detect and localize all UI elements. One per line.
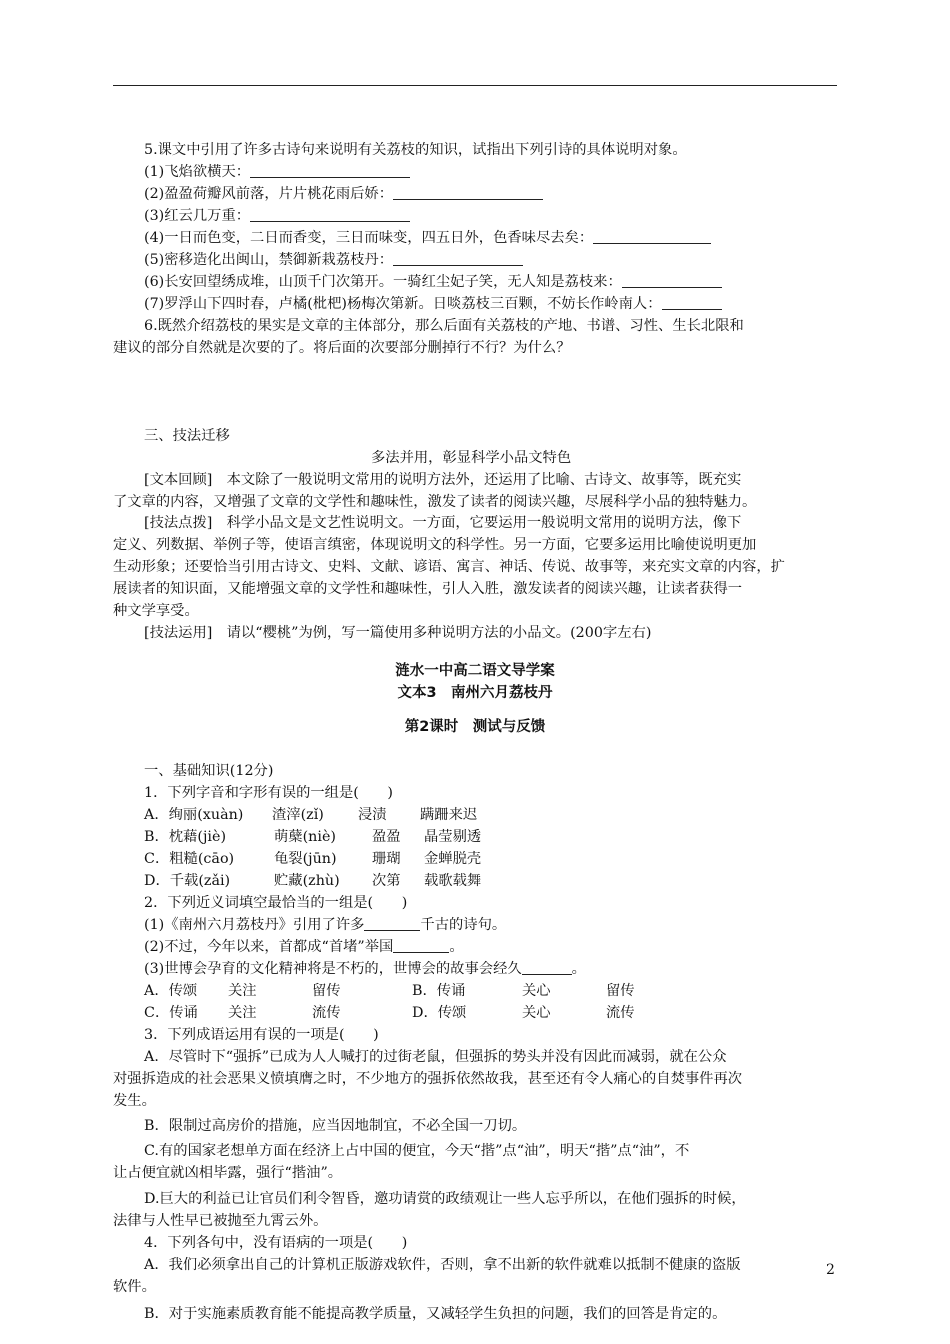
section-technique (113, 425, 837, 513)
option-word: D．千载(zǎi) (144, 873, 231, 889)
answer-blank[interactable] (250, 207, 410, 222)
text-title: 文本3 南州六月荔枝丹 (397, 685, 553, 701)
tips-line: 种文学享受。 (113, 603, 199, 619)
option-word: 关心 (522, 983, 551, 999)
q2-sentence-1: (1)《南州六月荔枝丹》引用了许多 (144, 917, 365, 933)
review-line-1: [文本回顾] 本文除了一般说明文常用的说明方法外，还运用了比喻、古诗文、故事等，既充实 (144, 472, 742, 488)
q2-sentence-2: (2)不过，今年以来，首都成“首堵”举国 (144, 939, 394, 955)
option-word: C．传诵 (144, 1005, 198, 1021)
lesson-title: 第2课时 测试与反馈 (404, 719, 546, 735)
option-word: 关心 (522, 1005, 551, 1021)
q4-option-a-line: 软件。 (113, 1279, 156, 1295)
answer-blank[interactable] (364, 916, 420, 931)
tips-paragraph (113, 512, 837, 644)
q3-option-b[interactable]: B．限制过高房价的措施，应当因地制宜，不必全国一刀切。 (144, 1118, 527, 1134)
option-word: 浸渍 (358, 807, 387, 823)
q6-prompt-line2: 建议的部分自然就是次要的了。将后面的次要部分删掉行不行？为什么？ (113, 340, 571, 356)
q3-prompt: 3．下列成语运用有误的一项是( ) (144, 1027, 379, 1043)
q5-item-1: (1)飞焰欲横天： (144, 164, 251, 180)
q1-prompt: 1．下列字音和字形有误的一组是( ) (144, 785, 393, 801)
q5-item-6: (6)长安回望绣成堆，山顶千门次第开。一骑红尘妃子笑，无人知是荔枝来： (144, 274, 622, 290)
option-word: 流传 (312, 1005, 341, 1021)
option-word: B．枕藉(jiè) (144, 829, 227, 845)
part-heading: 一、基础知识(12分) (144, 763, 274, 779)
q5-item-5: (5)密移造化出闽山，禁御新栽荔枝丹： (144, 252, 393, 268)
option-word: 留传 (606, 983, 635, 999)
option-word: B．传诵 (412, 983, 466, 999)
option-word: 盈盈 (372, 829, 401, 845)
option-word: 次第 (372, 873, 401, 889)
q4-option-a-line[interactable]: A．我们必须拿出自己的计算机正版游戏软件，否则，拿不出新的软件就难以抵制不健康的盗版 (144, 1257, 741, 1273)
answer-blank[interactable] (393, 185, 543, 200)
q5-prompt: 5.课文中引用了许多古诗句来说明有关荔枝的知识，试指出下列引诗的具体说明对象。 (144, 142, 687, 158)
apply-line: [技法运用] 请以“樱桃”为例，写一篇使用多种说明方法的小品文。(200字左右) (144, 625, 652, 641)
answer-blank[interactable] (662, 295, 722, 310)
option-word: 关注 (228, 983, 257, 999)
answer-blank[interactable] (622, 273, 722, 288)
option-word: 载歌载舞 (424, 873, 482, 889)
option-word: 关注 (228, 1005, 257, 1021)
tips-line: 生动形象；还要恰当引用古诗文、史料、文献、谚语、寓言、神话、传说、故事等，来充实文章的内容，扩 (113, 559, 785, 575)
q4-option-b[interactable]: B．对于实施素质教育能不能提高教学质量，又减轻学生负担的问题，我们的回答是肯定的。 (144, 1306, 727, 1322)
questions-5-6 (113, 139, 837, 359)
q2-options-ab[interactable] (113, 980, 837, 1002)
q3-option-a-line: 发生。 (113, 1093, 156, 1109)
q3-option-d-line[interactable]: D.巨大的利益已让官员们利令智昏，邀功请赏的政绩观让一些人忘乎所以，在他们强拆的时候， (144, 1191, 746, 1207)
q5-item-7: (7)罗浮山下四时春，卢橘(枇杷)杨梅次第新。日啖荔枝三百颗，不妨长作岭南人： (144, 296, 662, 312)
page-number: 2 (826, 1262, 835, 1278)
tips-line: [技法点拨] 科学小品文是文艺性说明文。一方面，它要运用一般说明文常用的说明方法，像下 (144, 515, 742, 531)
answer-blank[interactable] (250, 163, 410, 178)
q3-option-d-line: 法律与人性早已被抛至九霄云外。 (113, 1213, 328, 1229)
option-word: 贮藏(zhù) (274, 873, 340, 889)
q2-sentence-3-end: 。 (571, 961, 586, 977)
q1-option-d[interactable] (113, 870, 837, 892)
q3-option-a-line: 对强拆造成的社会恶果义愤填膺之时，不少地方的强拆依然故我，甚至还有令人痛心的自焚事件再次 (113, 1071, 743, 1087)
q1-option-c[interactable] (113, 848, 837, 870)
q3-option-a-line[interactable]: A．尽管时下“强拆”已成为人人喊打的过街老鼠，但强拆的势头并没有因此而减弱，就在公众 (144, 1049, 727, 1065)
answer-blank[interactable] (393, 938, 449, 953)
q5-item-2: (2)盈盈荷瓣风前落，片片桃花雨后娇： (144, 186, 393, 202)
header-rule (113, 85, 837, 86)
option-word: A．传颂 (144, 983, 198, 999)
review-line-2: 了文章的内容，又增强了文章的文学性和趣味性，激发了读者的阅读兴趣，尽展科学小品的独特魅力。 (113, 494, 757, 510)
q4-prompt: 4．下列各句中，没有语病的一项是( ) (144, 1235, 408, 1251)
option-word: 渣滓(zǐ) (272, 807, 324, 823)
option-word: 金蝉脱壳 (424, 851, 482, 867)
q2-sentence-2-end: 。 (449, 939, 464, 955)
q2-sentence-3: (3)世博会孕育的文化精神将是不朽的，世博会的故事会经久 (144, 961, 522, 977)
option-word: A．绚丽(xuàn) (144, 807, 244, 823)
option-word: 龟裂(jūn) (274, 851, 337, 867)
option-word: C．粗糙(cāo) (144, 851, 235, 867)
q5-item-3: (3)红云几万重： (144, 208, 251, 224)
option-word: 流传 (606, 1005, 635, 1021)
tips-line: 展读者的知识面，又能增强文章的文学性和趣味性，引人入胜，激发读者的阅读兴趣，让读者获得一 (113, 581, 743, 597)
page-titles (113, 660, 837, 738)
answer-blank[interactable] (522, 960, 572, 975)
section-heading: 三、技法迁移 (144, 428, 230, 444)
q2-prompt: 2．下列近义词填空最恰当的一组是( ) (144, 895, 408, 911)
q1-option-a[interactable] (113, 804, 837, 826)
option-word: 晶莹剔透 (424, 829, 482, 845)
option-word: 珊瑚 (372, 851, 401, 867)
school-title: 涟水一中高二语文导学案 (395, 663, 555, 679)
option-word: 留传 (312, 983, 341, 999)
test-section (113, 760, 837, 1325)
tips-line: 定义、列数据、举例子等，使语言缜密，体现说明文的科学性。另一方面，它要多运用比喻使说明更加 (113, 537, 757, 553)
option-word: 萌蘖(niè) (274, 829, 336, 845)
option-word: D．传颂 (412, 1005, 467, 1021)
q6-prompt-line1: 6.既然介绍荔枝的果实是文章的主体部分，那么后面有关荔枝的产地、书谱、习性、生长北限和 (144, 318, 744, 334)
q3-option-c-line[interactable]: C.有的国家老想单方面在经济上占中国的便宜，今天“揩”点“油”，明天“揩”点“油”，不 (144, 1143, 690, 1159)
q2-sentence-1-end: 千古的诗句。 (420, 917, 507, 933)
answer-blank[interactable] (593, 229, 711, 244)
q5-item-4: (4)一日而色变，二日而香变，三日而味变，四五日外，色香味尽去矣： (144, 230, 594, 246)
option-word: 蹒跚来迟 (420, 807, 478, 823)
section-subtitle: 多法并用，彰显科学小品文特色 (371, 450, 572, 466)
answer-blank[interactable] (393, 251, 523, 266)
q2-options-cd[interactable] (113, 1002, 837, 1024)
q1-option-b[interactable] (113, 826, 837, 848)
q3-option-c-line: 让占便宜就凶相毕露，强行“揩油”。 (113, 1165, 343, 1181)
